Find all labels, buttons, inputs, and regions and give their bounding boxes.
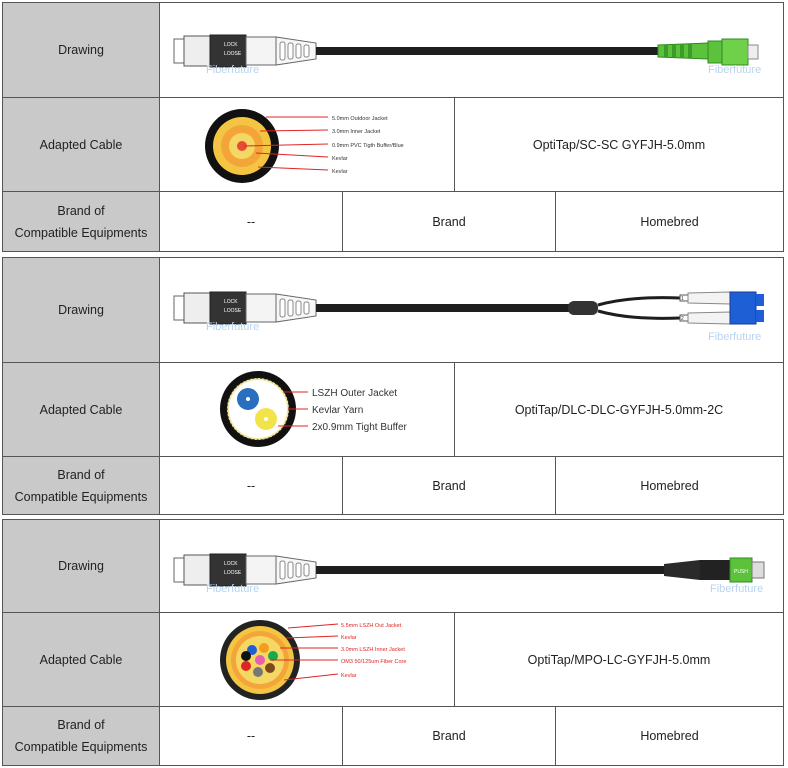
compatible-equipments-text: Compatible Equipments	[14, 489, 148, 504]
adapted-cable-label	[3, 98, 160, 191]
cable-drawing-mpo	[160, 520, 783, 612]
legend-tight-buffer: 2x0.9mm Tight Buffer	[312, 421, 407, 433]
cable-model-text: OptiTap/DLC-DLC-GYFJH-5.0mm-2C	[514, 402, 724, 417]
lock-label: LOCK	[224, 299, 238, 305]
legend-kevlar-yarn: Kevlar Yarn	[312, 404, 364, 416]
lock-label: LOCK	[224, 561, 238, 567]
spec-table-2	[2, 257, 784, 515]
watermark-left: Fiberfuture	[206, 583, 260, 595]
drawing-row	[3, 258, 783, 362]
brand-text: Brand	[432, 214, 466, 229]
optitap-connector	[174, 554, 316, 586]
brand-dash-cell	[160, 192, 342, 251]
legend-outer-jacket: 5.5mm LSZH Out Jacket	[341, 622, 402, 629]
drawing-label	[3, 520, 160, 612]
adapted-cable-row	[3, 97, 783, 191]
cable-drawing-sc	[160, 3, 783, 97]
splitter	[568, 301, 598, 315]
drawing-row	[3, 520, 783, 612]
legend-kevlar-2: Kevlar	[341, 672, 357, 679]
spec-table-3	[2, 519, 784, 766]
brand-cell	[342, 457, 555, 514]
drawing-label-text: Drawing	[58, 303, 104, 317]
brand-dash-cell	[160, 707, 342, 765]
brand-row	[3, 191, 783, 251]
cable-cross-section-3	[160, 613, 454, 706]
legend-kevlar-1: Kevlar	[341, 634, 357, 641]
cable-body	[316, 566, 664, 574]
legend-tight-buffer: 0.9mm PVC Tigth Buffer/Blue	[332, 142, 404, 149]
loose-label: LOOSE	[224, 51, 242, 57]
legend-kevlar-2: Kevlar	[332, 168, 348, 175]
cable-model-text: OptiTap/SC-SC GYFJH-5.0mm	[532, 137, 706, 152]
adapted-cable-label	[3, 613, 160, 706]
brand-of-text: Brand of	[57, 718, 105, 732]
adapted-cable-row	[3, 612, 783, 706]
loose-label: LOOSE	[224, 570, 242, 576]
optitap-mpo-cable-image	[160, 520, 784, 612]
cable-model-3	[454, 613, 783, 706]
drawing-label-text: Drawing	[58, 43, 104, 57]
brand-cell	[342, 707, 555, 765]
legend-inner-jacket: 3.0mm LSZH Inner Jacket	[341, 646, 405, 653]
cable-model-text: OptiTap/MPO-LC-GYFJH-5.0mm	[527, 652, 711, 667]
fiber-number-2: 2	[681, 316, 684, 322]
adapted-cable-label-text: Adapted Cable	[39, 137, 123, 152]
homebred-cell	[555, 457, 783, 514]
brand-of-text: Brand of	[57, 203, 105, 218]
watermark-right: Fiberfuture	[710, 583, 764, 595]
watermark-right: Fiberfuture	[708, 331, 762, 343]
dash-text: --	[246, 214, 256, 229]
cross-section-image	[160, 364, 454, 456]
legend-outer-jacket: 5.0mm Outdoor Jacket	[332, 115, 388, 122]
drawing-row	[3, 3, 783, 97]
fiber-number-1: 1	[681, 296, 684, 302]
optitap-connector	[174, 35, 316, 67]
lock-label: LOCK	[224, 42, 238, 48]
brand-dash-cell	[160, 457, 342, 514]
cable-cross-section-2	[160, 363, 454, 456]
brand-row	[3, 706, 783, 765]
brand-label	[3, 707, 160, 765]
brand-of-text: Brand of	[57, 467, 105, 482]
cable-drawing-dlc	[160, 258, 783, 362]
legend-outer-jacket: LSZH Outer Jacket	[312, 387, 398, 399]
cable-model-1	[454, 98, 783, 191]
legend-kevlar-1: Kevlar	[332, 155, 348, 162]
homebred-text: Homebred	[640, 729, 699, 743]
adapted-cable-row	[3, 362, 783, 456]
cable-model-2	[454, 363, 783, 456]
drawing-label	[3, 258, 160, 362]
legend-inner-jacket: 3.0mm Inner Jacket	[332, 128, 381, 135]
homebred-cell	[555, 192, 783, 251]
optitap-dlc-cable-image	[160, 258, 784, 362]
cable-cross-section-1	[160, 98, 454, 191]
brand-text: Brand	[432, 478, 466, 493]
lc-duplex-connector	[730, 292, 764, 324]
compatible-equipments-text: Compatible Equipments	[14, 225, 148, 240]
legend-fiber-core: OM3 50/125um Fiber Core	[341, 658, 407, 665]
drawing-label	[3, 3, 160, 97]
watermark-left: Fiberfuture	[206, 64, 260, 76]
brand-row	[3, 456, 783, 514]
brand-text: Brand	[432, 729, 466, 743]
drawing-label-text: Drawing	[58, 559, 104, 573]
dash-text: --	[246, 478, 256, 493]
compatible-equipments-text: Compatible Equipments	[14, 740, 148, 754]
adapted-cable-label-text: Adapted Cable	[39, 402, 123, 417]
brand-label	[3, 457, 160, 514]
cross-section-image	[160, 99, 454, 191]
dash-text: --	[246, 729, 256, 743]
optitap-sc-cable-image	[160, 3, 784, 97]
homebred-cell	[555, 707, 783, 765]
homebred-text: Homebred	[640, 214, 699, 229]
cable-body	[316, 304, 570, 312]
cross-section-image	[160, 614, 454, 706]
cable-body	[316, 47, 658, 55]
mpo-push-label: PUSH	[734, 569, 748, 575]
homebred-text: Homebred	[640, 478, 699, 493]
adapted-cable-label	[3, 363, 160, 456]
sc-connector	[658, 39, 758, 65]
mpo-connector	[664, 558, 764, 582]
watermark-right: Fiberfuture	[708, 64, 762, 76]
adapted-cable-label-text: Adapted Cable	[39, 652, 123, 667]
brand-cell	[342, 192, 555, 251]
watermark-left: Fiberfuture	[206, 321, 260, 333]
optitap-connector	[174, 292, 316, 324]
brand-label	[3, 192, 160, 251]
loose-label: LOOSE	[224, 308, 242, 314]
spec-table-1	[2, 2, 784, 252]
